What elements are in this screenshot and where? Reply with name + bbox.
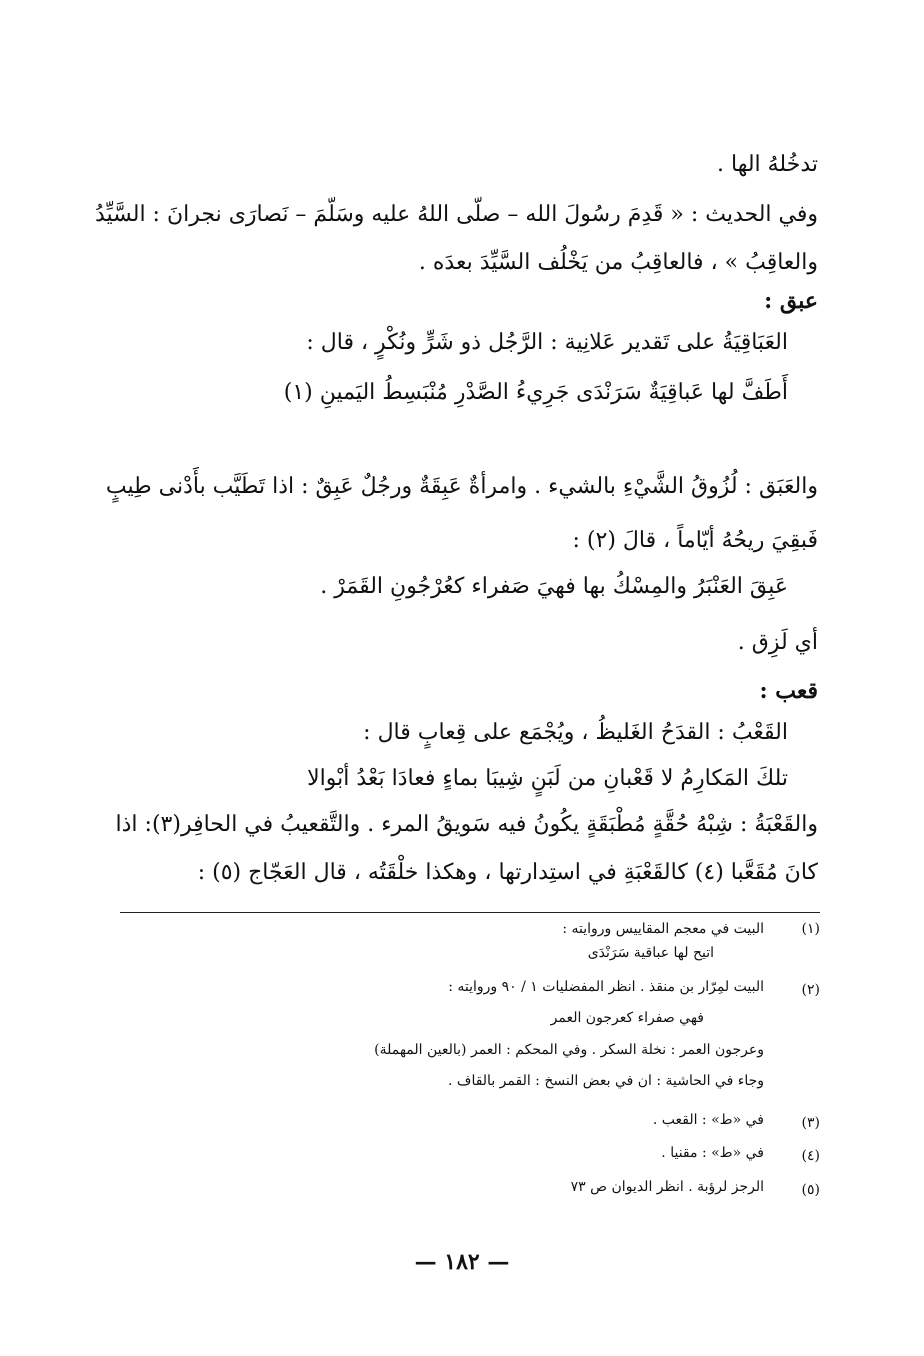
footnote-text: اتيح لها عباقية سَرَنْدَى bbox=[587, 945, 714, 961]
footnote-text: فهي صفراء كعرجون العمر bbox=[550, 1010, 704, 1026]
footnote-number: (٥) bbox=[801, 1182, 820, 1198]
verse-line: تلكَ المَكارِمُ لا قَعْبانِ من لَبَنٍ شِيبَا بماءٍ فعادَا بَعْدُ أبْوالا bbox=[307, 766, 788, 791]
footnote-text: وجاء في الحاشية : ان في بعض النسخ : القمر بالقاف . bbox=[448, 1073, 764, 1089]
text-line: كانَ مُقَعَّبا (٤) كالقَعْبَةِ في استِدارتها ، وهكذا خلْقَتُه ، قال العَجّاج (٥) : bbox=[197, 860, 818, 885]
footnote-number: (٣) bbox=[801, 1115, 820, 1131]
text-line: تدخُلهُ الها . bbox=[717, 152, 818, 177]
footnote-text: البيت لمِرّار بن منقذ . انظر المفضليات ١ / ٩٠ وروايته : bbox=[448, 979, 764, 995]
text-line: والعَبَق : لُزُوقُ الشَّيْءِ بالشيء . وامرأةٌ عَبِقَةٌ ورجُلٌ عَبِقٌ : اذا تَطَيَّب بأَدْنى طِيبٍ bbox=[105, 474, 818, 499]
footnote-number: (١) bbox=[801, 921, 820, 937]
footnote-separator bbox=[120, 912, 820, 913]
text-line: القَعْبُ : القدَحُ الغَليظُ ، ويُجْمَع على قِعابٍ قال : bbox=[363, 720, 788, 745]
footnote-number: (٢) bbox=[801, 982, 820, 998]
text-line: والقَعْبَةُ : شِبْهُ حُقَّةٍ مُطْبَقَةٍ يكُونُ فيه سَويقُ المرء . والتَّقعيبُ في الحافِر(٣): اذا bbox=[115, 812, 818, 837]
text-line: والعاقِبُ » ، فالعاقِبُ من يَخْلُف السَّيِّدَ بعدَه . bbox=[418, 250, 818, 275]
footnote-text: وعرجون العمر : نخلة السكر . وفي المحكم : العمر (بالعين المهملة) bbox=[374, 1042, 764, 1058]
text-line: أي لَزِق . bbox=[737, 630, 818, 655]
verse-line: أَطَفَّ لها عَباقِيَةٌ سَرَنْدَى جَرِيءُ الصَّدْرِ مُنْبَسِطُ اليَمينِ (١) bbox=[283, 380, 788, 405]
footnote-text: البيت في معجم المقاييس وروايته : bbox=[562, 921, 764, 937]
footnote-number: (٤) bbox=[801, 1148, 820, 1164]
text-line: فَبقِيَ ريحُهُ أيّاماً ، قالَ (٢) : bbox=[572, 528, 818, 553]
entry-heading-qab: قعب : bbox=[759, 678, 818, 704]
footnote-text: الرجز لرؤبة . انظر الديوان ص ٧٣ bbox=[570, 1179, 764, 1195]
verse-line: عَبِقَ العَنْبَرُ والمِسْكُ بها فهيَ صَفراء كعُرْجُونِ القَمَرْ . bbox=[320, 574, 788, 599]
text-line: العَبَاقِيَةُ على تَقدير عَلانِية : الرَّجُل ذو شَرٍّ ونُكْرٍ ، قال : bbox=[306, 330, 788, 355]
entry-heading-abq: عبق : bbox=[764, 288, 818, 314]
page-number: — ١٨٢ — bbox=[414, 1249, 510, 1275]
footnote-text: في «ط» : مقنيا . bbox=[661, 1145, 764, 1161]
text-line: وفي الحديث : « قَدِمَ رسُولَ الله – صلّى اللهُ عليه وسَلّمَ – نَصارَى نجرانَ : السَّيِّدُ bbox=[94, 202, 818, 227]
footnote-text: في «ط» : القعب . bbox=[652, 1112, 764, 1128]
